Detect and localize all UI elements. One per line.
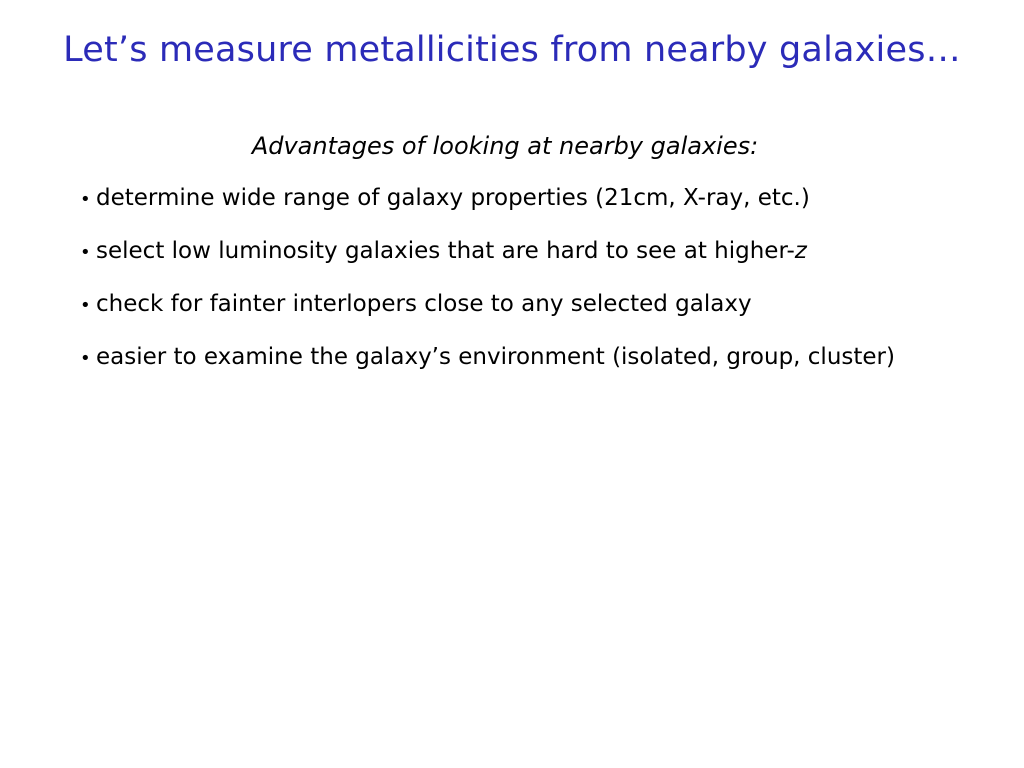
bullet-list xyxy=(80,180,1000,392)
bullet-item xyxy=(80,286,1000,324)
bullet-text: select low luminosity galaxies that are hard to see at higher- xyxy=(96,238,795,264)
bullet-text: easier to examine the galaxy’s environment (isolated, group, cluster) xyxy=(96,344,895,370)
bullet-icon: • xyxy=(80,189,91,210)
bullet-item xyxy=(80,233,1000,271)
bullet-text: check for fainter interlopers close to any selected galaxy xyxy=(96,291,752,317)
bullet-icon: • xyxy=(80,348,91,369)
bullet-item xyxy=(80,180,1000,218)
bullet-item xyxy=(80,339,1000,377)
redshift-symbol: z xyxy=(794,238,807,264)
bullet-icon: • xyxy=(80,295,91,316)
bullet-icon: • xyxy=(80,242,91,263)
slide-title: Let’s measure metallicities from nearby galaxies… xyxy=(63,30,961,70)
bullet-text: determine wide range of galaxy properties (21cm, X-ray, etc.) xyxy=(96,185,810,211)
slide-subtitle: Advantages of looking at nearby galaxies: xyxy=(251,132,759,160)
